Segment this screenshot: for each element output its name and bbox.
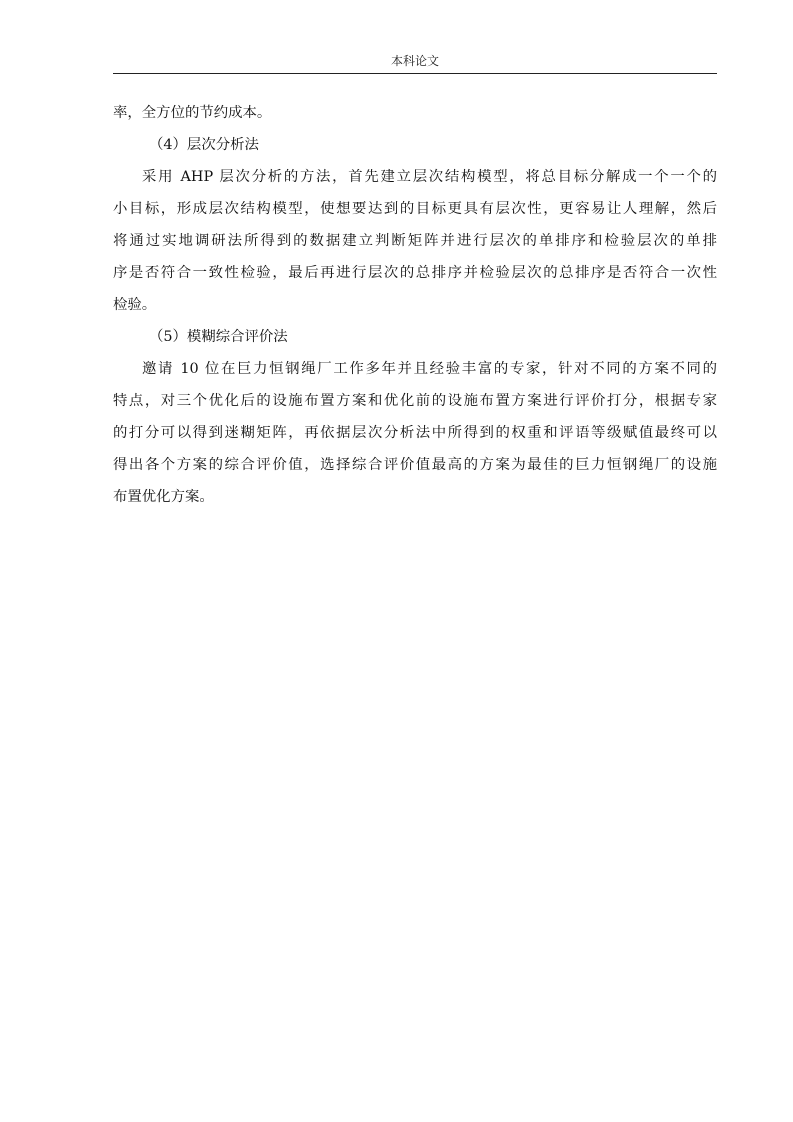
header-title: 本科论文 <box>390 54 439 68</box>
paragraph-line: 序是否符合一致性检验，最后再进行层次的总排序并检验层次的总排序是否符合一次性 <box>113 265 717 281</box>
paragraph-line: 小目标，形成层次结构模型，使想要达到的目标更具有层次性，更容易让人理解，然后 <box>113 201 717 217</box>
section-heading: （5）模糊综合评价法 <box>149 329 288 345</box>
paragraph-line: 率，全方位的节约成本。 <box>113 105 272 121</box>
header-rule <box>113 73 717 74</box>
paragraph-line: 邀请 10 位在巨力恒钢绳厂工作多年并且经验丰富的专家，针对不同的方案不同的 <box>142 361 717 377</box>
body-text <box>113 97 717 513</box>
paragraph-line: 采用 AHP 层次分析的方法，首先建立层次结构模型，将总目标分解成一个一个的 <box>142 169 717 185</box>
paragraph-line: 将通过实地调研法所得到的数据建立判断矩阵并进行层次的单排序和检验层次的单排 <box>113 233 717 249</box>
paragraph-line: 布置优化方案。 <box>113 489 214 505</box>
paragraph-line: 检验。 <box>113 297 157 313</box>
paragraph-line: 的打分可以得到迷糊矩阵，再依据层次分析法中所得到的权重和评语等级赋值最终可以 <box>113 425 717 441</box>
section-heading: （4）层次分析法 <box>149 137 259 153</box>
paragraph-line: 得出各个方案的综合评价值，选择综合评价值最高的方案为最佳的巨力恒钢绳厂的设施 <box>113 457 717 473</box>
paragraph-line: 特点，对三个优化后的设施布置方案和优化前的设施布置方案进行评价打分，根据专家 <box>113 393 717 409</box>
page-header <box>113 52 717 74</box>
